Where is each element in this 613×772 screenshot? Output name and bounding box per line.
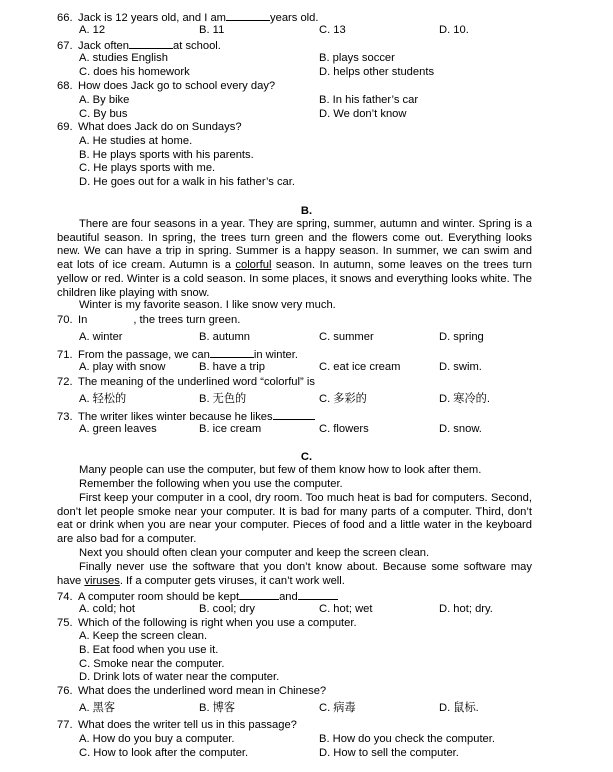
- question-72: [57, 375, 355, 390]
- question-number: 75.: [57, 617, 73, 629]
- section-c-paragraph-1: Many people can use the computer, but few of them know how to look after them.: [79, 464, 482, 476]
- question-text: How does Jack go to school every day?: [78, 80, 276, 92]
- answer-blank: [273, 409, 315, 420]
- option-d: D. snow.: [439, 423, 482, 435]
- option-a: A. By bike: [79, 94, 130, 106]
- option-d: D. swim.: [439, 361, 482, 373]
- question-text: What does Jack do on Sundays?: [78, 121, 242, 133]
- underlined-word: viruses: [84, 574, 120, 587]
- answer-blank: [315, 375, 355, 385]
- question-70: [57, 313, 240, 328]
- question-75: [57, 617, 357, 631]
- section-c-paragraph-5: Finally never use the software that you don’t know about. Because some software may have viruses. If a computer gets viruses, it can’t work well.: [57, 561, 532, 587]
- option-d: D. We don’t know: [319, 108, 407, 120]
- question-text: Jack is 12 years old, and I am: [78, 12, 226, 24]
- question-number: 67.: [57, 40, 73, 52]
- section-c-paragraph-4: Next you should often clean your computer and keep the screen clean.: [79, 547, 430, 559]
- option-b: B. ice cream: [199, 423, 262, 435]
- option-c: C. 多彩的: [319, 393, 367, 405]
- answer-blank: [87, 313, 133, 323]
- option-b: B. 无色的: [199, 393, 247, 405]
- option-d: D. He goes out for a walk in his father’s car.: [79, 176, 295, 188]
- section-b-title: B.: [300, 205, 313, 217]
- question-text: What does the writer tell us in this passage?: [78, 719, 297, 731]
- section-c-title: C.: [300, 451, 313, 463]
- option-b: B. plays soccer: [319, 52, 395, 64]
- section-c-paragraph-2: Remember the following when you use the computer.: [79, 478, 343, 490]
- question-number: 77.: [57, 719, 73, 731]
- question-text: years old.: [270, 12, 319, 24]
- option-c: C. flowers: [319, 423, 369, 435]
- option-a: A. Keep the screen clean.: [79, 630, 208, 642]
- question-number: 73.: [57, 411, 73, 423]
- option-c: C. Smoke near the computer.: [79, 658, 225, 670]
- option-d: D. How to sell the computer.: [319, 747, 459, 759]
- answer-blank: [210, 347, 254, 358]
- question-text: What does the underlined word mean in Chinese?: [78, 685, 327, 697]
- option-c: C. 病毒: [319, 702, 356, 714]
- section-b-paragraph-2: Winter is my favorite season. I like snow very much.: [79, 299, 336, 311]
- question-77: [57, 719, 297, 733]
- question-number: 68.: [57, 80, 73, 92]
- option-b: B. In his father’s car: [319, 94, 419, 106]
- option-b: B. have a trip: [199, 361, 265, 373]
- option-b: B. How do you check the computer.: [319, 733, 495, 745]
- question-text: The writer likes winter because he likes: [78, 411, 273, 423]
- answer-blank: [226, 10, 270, 21]
- question-number: 69.: [57, 121, 73, 133]
- option-d: D. helps other students: [319, 66, 435, 78]
- question-text: Jack often: [78, 40, 129, 52]
- section-b-paragraph-1: There are four seasons in a year. They are spring, summer, autumn and winter. Spring is a beautiful season. In spring, the trees turn green and the flowers come out. Everything looks new. We can have a trip in spring. Summer is a happy season. In summer, we can swim and eat lots of ice cream. Autumn is a colorful season. In autumn, some leaves on the trees turn yellow or red. Winter is a cold season. In some places, it snows and everything looks white. The children like playing with snow.: [57, 218, 532, 299]
- question-text: , the trees turn green.: [133, 314, 241, 326]
- question-text: From the passage, we can: [78, 349, 210, 361]
- option-a: A. 轻松的: [79, 393, 127, 405]
- option-d: D. Drink lots of water near the computer.: [79, 671, 280, 683]
- question-number: 74.: [57, 591, 73, 603]
- option-b: B. He plays sports with his parents.: [79, 149, 254, 161]
- option-b: B. 11: [199, 24, 225, 36]
- option-d: D. spring: [439, 331, 484, 343]
- option-c: C. eat ice cream: [319, 361, 401, 373]
- option-a: A. green leaves: [79, 423, 157, 435]
- question-69: [57, 121, 242, 135]
- question-text: The meaning of the underlined word “colorful” is: [78, 376, 315, 388]
- option-a: A. studies English: [79, 52, 168, 64]
- option-c: C. He plays sports with me.: [79, 162, 216, 174]
- option-a: A. How do you buy a computer.: [79, 733, 235, 745]
- option-c: C. By bus: [79, 108, 128, 120]
- option-a: A. play with snow: [79, 361, 166, 373]
- option-b: B. cool; dry: [199, 603, 255, 615]
- option-a: A. 12: [79, 24, 106, 36]
- section-c-paragraph-3: First keep your computer in a cool, dry room. Too much heat is bad for computers. Second, don’t let people smoke near your computer. It is bad for many parts of a computer. Third, don’t eat or drink when you are near your computer. Pieces of food and a little water in the keyboard are also bad for a computer.: [57, 492, 532, 546]
- option-a: A. cold; hot: [79, 603, 135, 615]
- option-c: C. summer: [319, 331, 374, 343]
- option-a: A. 黑客: [79, 702, 116, 714]
- option-c: C. does his homework: [79, 66, 190, 78]
- answer-blank: [239, 589, 279, 600]
- answer-blank: [298, 589, 338, 600]
- option-b: B. 博客: [199, 702, 236, 714]
- question-text: at school.: [173, 40, 221, 52]
- question-text: In: [78, 314, 88, 326]
- question-number: 72.: [57, 376, 73, 388]
- option-d: D. hot; dry.: [439, 603, 493, 615]
- question-number: 76.: [57, 685, 73, 697]
- option-c: C. hot; wet: [319, 603, 373, 615]
- option-c: C. 13: [319, 24, 346, 36]
- option-a: A. He studies at home.: [79, 135, 193, 147]
- question-76: [57, 685, 326, 699]
- answer-blank: [129, 38, 173, 49]
- option-b: B. autumn: [199, 331, 250, 343]
- option-b: B. Eat food when you use it.: [79, 644, 219, 656]
- question-text: Which of the following is right when you use a computer.: [78, 617, 357, 629]
- question-number: 70.: [57, 314, 73, 326]
- question-text: and: [279, 591, 298, 603]
- question-number: 71.: [57, 349, 73, 361]
- option-d: D. 鼠标.: [439, 702, 479, 714]
- question-text: in winter.: [253, 349, 298, 361]
- question-text: A computer room should be kept: [78, 591, 240, 603]
- question-68: [57, 80, 275, 94]
- option-c: C. How to look after the computer.: [79, 747, 249, 759]
- option-d: D. 寒冷的.: [439, 393, 490, 405]
- question-number: 66.: [57, 12, 73, 24]
- option-a: A. winter: [79, 331, 123, 343]
- underlined-word: colorful: [235, 259, 272, 272]
- option-d: D. 10.: [439, 24, 469, 36]
